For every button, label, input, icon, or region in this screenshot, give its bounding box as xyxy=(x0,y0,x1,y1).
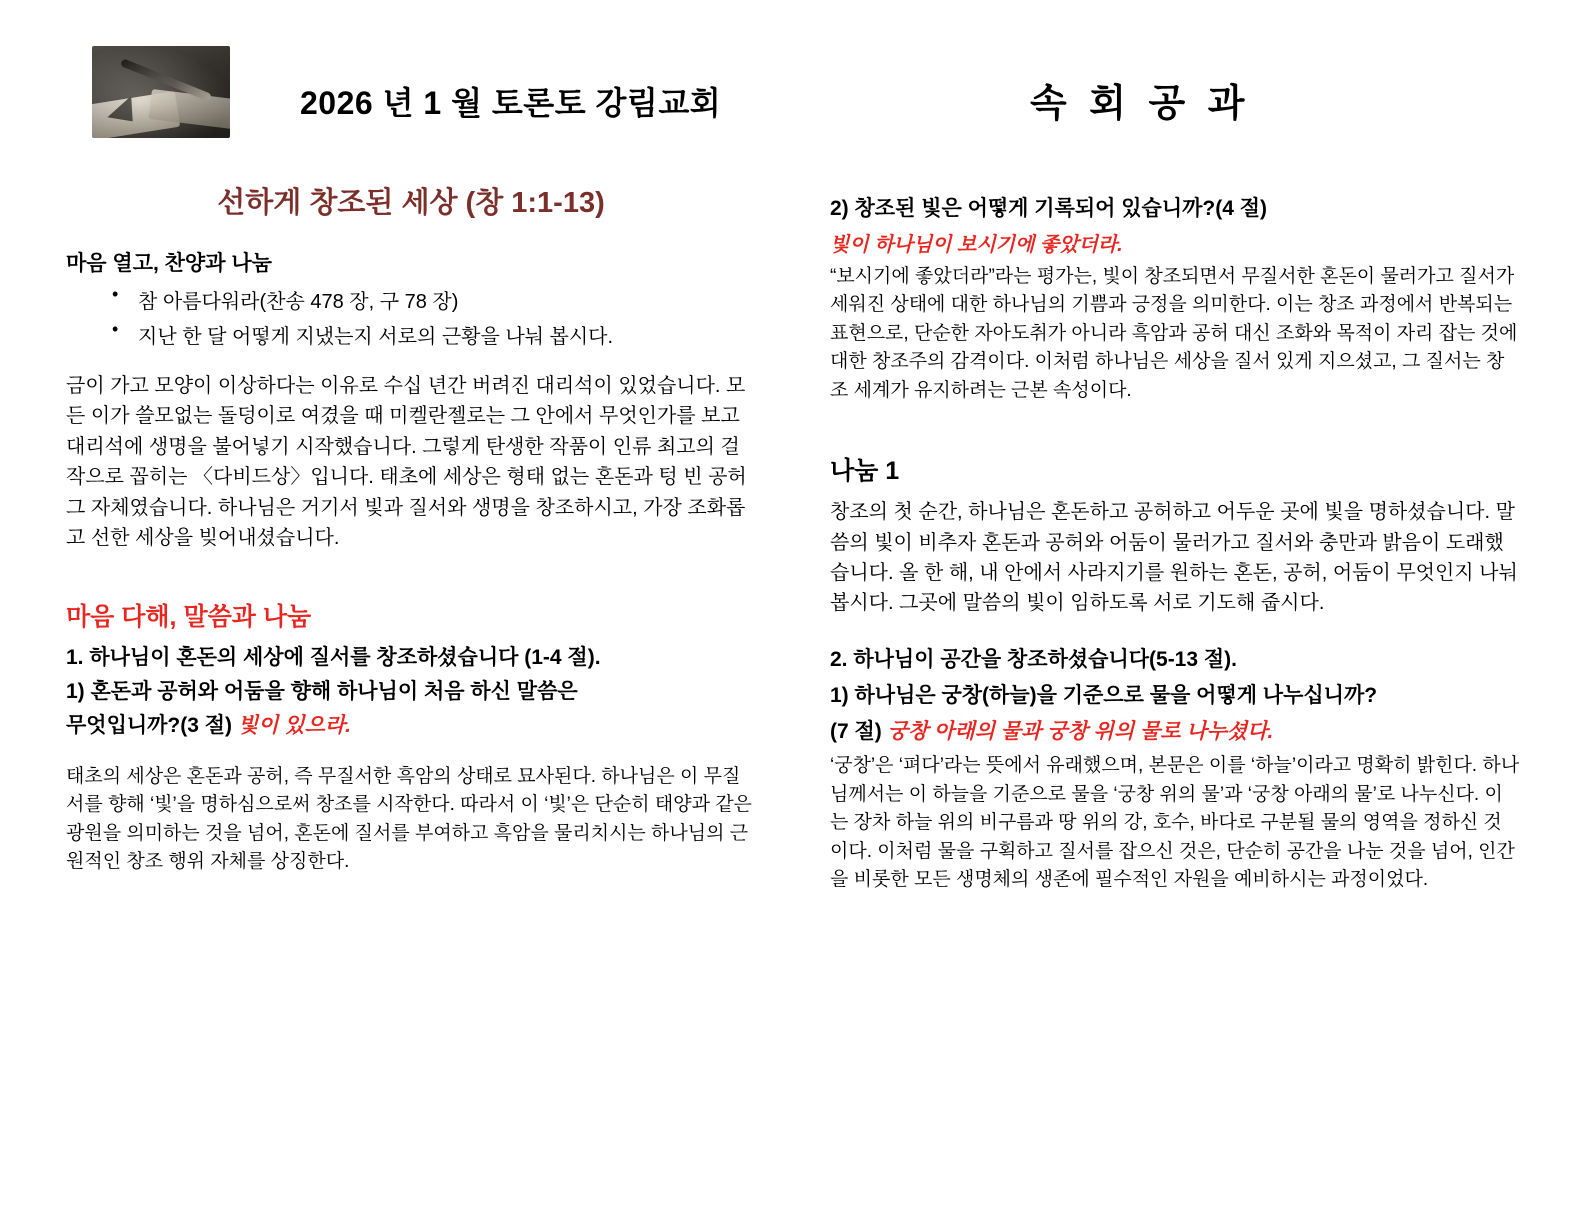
right-column xyxy=(830,150,1520,895)
section-spacer xyxy=(830,619,1520,645)
question-3-reference: (7 절) xyxy=(830,719,882,743)
lesson-title: 선하게 창조된 세상 (창 1:1-13) xyxy=(217,187,605,219)
intro-paragraph: 금이 가고 모양이 이상하다는 이유로 수십 년간 버려진 대리석이 있었습니다. 모든 이가 쓸모없는 돌덩이로 여겼을 때 미켈란젤로는 그 안에서 무엇인가를 보고 대리석에 생명을 불어넣기 시작했습니다. 그렇게 탄생한 작품이 인류 최고의 걸작으로 꼽히는 〈다비드상〉입니다. 태초에 세상은 형태 없는 혼돈과 텅 빈 공허 그 자체였습니다. 하나님은 거기서 빛과 질서와 생명을 창조하시고, 가장 조화롭고 선한 세상을 빚어내셨습니다. xyxy=(66,375,747,549)
question-2-explanation: “보시기에 좋았더라”라는 평가는, 빛이 창조되면서 무질서한 혼돈이 물러가고 질서가 세워진 상태에 대한 하나님의 기쁨과 긍정을 의미한다. 이는 창조 과정에서 반복되는 표현으로, 단순한 자아도취가 아니라 흑암과 공허 대신 조화와 목적이 자리 잡는 것에 대한 창조주의 감격이다. 이처럼 하나님은 세상을 질서 있게 지으셨고, 그 질서는 창조 세계가 유지하려는 근본 속성이다. xyxy=(830,265,1518,401)
question-1-line-2 xyxy=(66,711,756,741)
question-1-reference: 무엇입니까?(3 절) xyxy=(66,713,233,737)
question-2-answer: 빛이 하나님이 보시기에 좋았더라. xyxy=(830,233,1123,256)
point-2: 2. 하나님이 공간을 창조하셨습니다(5-13 절). xyxy=(830,647,1237,671)
document-subtitle: 속 회 공 과 xyxy=(1030,83,1251,125)
left-column xyxy=(66,150,756,877)
opening-bullet-list xyxy=(66,285,756,349)
point-1: 1. 하나님이 혼돈의 세상에 질서를 창조하셨습니다 (1-4 절). xyxy=(66,646,601,670)
question-1-answer: 빛이 있으라. xyxy=(237,713,351,737)
sharing-text-1: 창조의 첫 순간, 하나님은 혼돈하고 공허하고 어두운 곳에 빛을 명하셨습니다. 말씀의 빛이 비추자 혼돈과 공허와 어둠이 물러가고 질서와 충만과 밝음이 도래했습니다. 올 한 해, 내 안에서 사라지기를 원하는 혼돈, 공허, 어둠이 무엇인지 나눠 봅시다. 그곳에 말씀의 빛이 임하도록 서로 기도해 줍시다. xyxy=(830,501,1518,615)
right-column-top-spacer xyxy=(830,150,1520,194)
question-3-answer: 궁창 아래의 물과 궁창 위의 물로 나누셨다. xyxy=(887,719,1274,743)
question-3-line-1: 1) 하나님은 궁창(하늘)을 기준으로 물을 어떻게 나누십니까? xyxy=(830,683,1378,707)
question-1-line-1: 1) 혼돈과 공허와 어둠을 향해 하나님이 처음 하신 말씀은 xyxy=(66,680,578,704)
opening-heading: 마음 열고, 찬양과 나눔 xyxy=(66,252,272,275)
image-vignette xyxy=(92,46,230,138)
question-3-explanation: ‘궁창’은 ‘펴다’라는 뜻에서 유래했으며, 본문은 이를 ‘하늘’이라고 명확히 밝힌다. 하나님께서는 이 하늘을 기준으로 물을 ‘궁창 위의 물’과 ‘궁창 아래의 물’로 나누신다. 이는 장차 하늘 위의 비구름과 땅 위의 강, 호수, 바다로 구분될 물의 영역을 정하신 것이다. 이처럼 물을 구획하고 질서를 잡으신 것은, 단순히 공간을 나눈 것을 넘어, 인간을 비롯한 모든 생명체의 생존에 필수적인 자원을 예비하시는 과정이었다. xyxy=(830,755,1520,891)
document-title: 2026 년 1 월 토론토 강림교회 xyxy=(300,85,722,121)
question-2: 2) 창조된 빛은 어떻게 기록되어 있습니까?(4 절) xyxy=(830,197,1268,220)
word-sharing-heading: 마음 다해, 말씀과 나눔 xyxy=(66,603,312,632)
sharing-heading-1: 나눔 1 xyxy=(830,457,900,486)
list-item: • 참 아름다워라(찬송 478 장, 구 78 장) xyxy=(112,285,756,314)
question-3-line-2 xyxy=(830,717,1520,747)
open-book-with-pen-icon xyxy=(92,46,230,138)
document-header xyxy=(0,0,1584,140)
question-1-explanation: 태초의 세상은 혼돈과 공허, 즉 무질서한 흑암의 상태로 묘사된다. 하나님은 이 무질서를 향해 ‘빛’을 명하심으로써 창조를 시작한다. 따라서 이 ‘빛’은 단순히 태양과 같은 광원을 의미하는 것을 넘어, 혼돈에 질서를 부여하고 흑암을 물리치시는 하나님의 근원적인 창조 행위 자체를 상징한다. xyxy=(66,765,752,873)
list-item: • 지난 한 달 어떻게 지냈는지 서로의 근황을 나눠 봅시다. xyxy=(112,320,756,349)
